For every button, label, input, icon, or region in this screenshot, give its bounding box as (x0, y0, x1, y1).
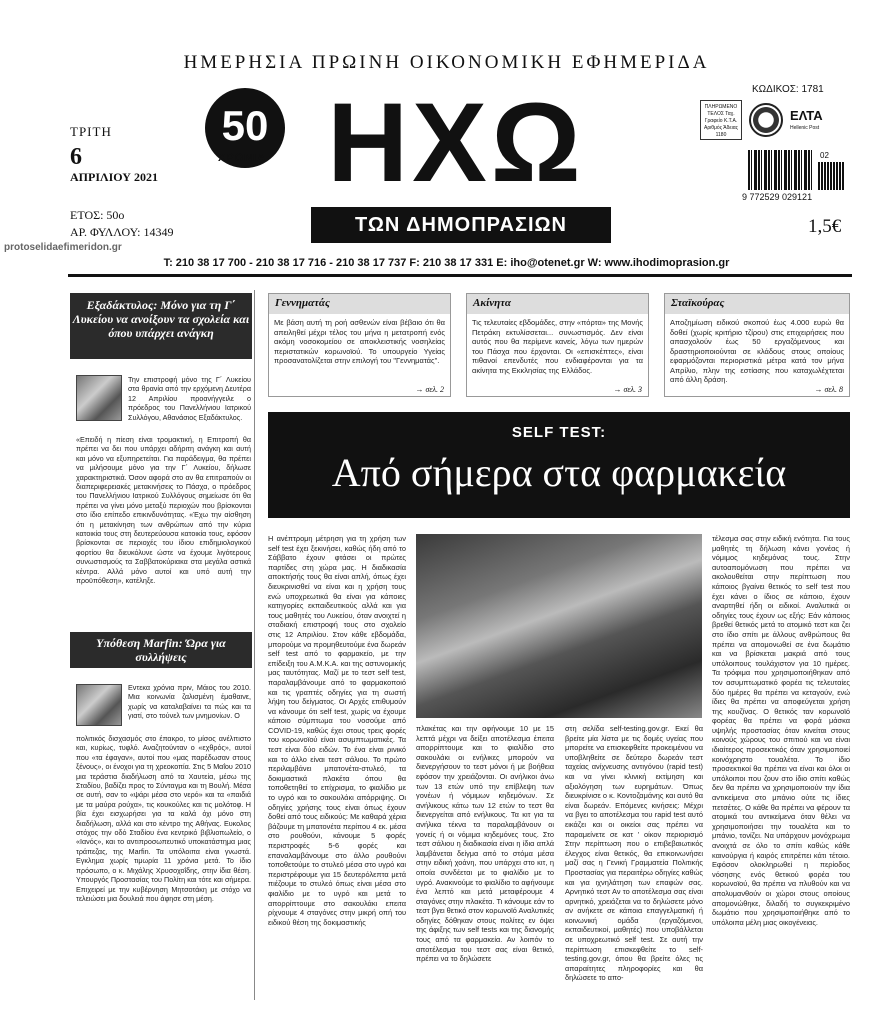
self-test-photo (416, 534, 702, 718)
teaser-box-akinita (466, 293, 649, 397)
page-reference: → σελ. 2 (415, 385, 444, 394)
classroom-photo (76, 375, 122, 421)
anniversary-number: 50 (221, 102, 269, 149)
issue-date-month: ΑΠΡΙΛΙΟΥ 2021 (70, 170, 158, 184)
main-article-column-4: τέλεσμα σας στην ειδική ενότητα. Για τους μαθητές τη δήλωση κάνει γονέας ή νόμιμος κηδεμόνας τους. Στην αυτοαπομόνωση που πρέπει να ακολουθείται στην περίπτωση που κάποιος βγαίνει θετικός το self test που έχει κάνει ο ίδιος σε κάποιο, έχουν αναρτηθεί ήδη οι ειδικοί. Αναλυτικά οι οδηγίες τους έχουν ως εξής: Εάν κάποιος βρεθεί θετικός μετά το ατομικό τεστ και ζει στο ίδιο σπίτι με άλλους ανθρώπους θα πρέπει να απομονωθεί σε ένα δωμάτιο και να βρίσκεται μακριά από τους υπόλοιπους τουλάχιστον για 10 ημέρες. Τα τρόφιμα που χρησιμοποιήθηκαν από τον ασυμπτωματικό φορέα τις τελευταίες δύο ημέρες θα πρέπει να κεταγούν, ενώ ίδιες θα πρέπει να αποφεύγεται χρήση της κουζίνας. Ο θετικός ταν κορωνοϊό φορέας θα πρέπει να φορά μάσκα υψηλής προστασίας όταν κινείται στους κοινούς χώρους του σπιτιού και να είναι ιδιαίτερος προσεκτικός όταν χρησιμοποιεί κοινόχρηστο τουαλέτα. Το ίδιο προσεκτικοί θα πρέπει να είναι και όλοι οι υπόλοιποι που ζουν στο ίδιο σπίτι καθώς δεν θα πρέπει να χρησιμοποιούν την ίδια αντικείμενα στο μπάνιο ούτε τις ίδιες πετσέτες. Ο κάθε θα πρέπει να φέρουν τα ατομικά του αντικείμενα όταν θέλει να χρησιμοποιήσει την τουαλέτα και το μπάνιο, τονίζει. Να υπάρχουν μονόχρωμα ανοιχτά σε όλο το σπίτι καθώς κάθε καινούργια ή καιρός επιτρέπει κάτι τέτοιο. Εφόσον ολοκληρωθεί η περίοδος νόσησης ενός θετικού φορέα του κορωνοϊού, θα πρέπει να πλυθούν και να απολυμανθούν οι χώροι στους οποίους απομονώθηκε, διλαδή το συγκεκριμένο δωμάτιο που χρησιμοποιήθηκε από το υπόλοιπα μέλη μιας οικογένειας. (712, 534, 850, 927)
teaser-text: Τις τελευταίες εβδομάδες, στην «πόρτα» της Μονής Πετράκη εκτυλίσσεται... συνωστισμός. Δεν είναι αυτός που θα περίμενε κανείς, λόγω των ημερών του Πάσχα που έρχονται. Οι «επισκέπτες», είναι πιθανοί επενδυτές που ενδιαφέρονται για τα ακίνητα της Εκκλησίας της Ελλάδος. (472, 318, 643, 375)
postal-logo: ΕΛΤΑ (790, 108, 823, 123)
left-story1-headline: Εξαδάκτυλος: Μόνο για τη Γ΄ Λυκείου να ανοίξουν τα σχολεία και όπου υπάρχει ανάγκη (70, 293, 252, 359)
main-article-column-2: πλακέτας και την αφήνουμε 10 με 15 λεπτά μέχρι να δείξει αποτέλεσμα έπειτα απορρίπτουμε και το φιαλίδιο στο σακουλάκι οι ενήλικες μπορούν να διενεργήσουν το τεστ μόνοι ή με βοήθεια εφόσον την χρειάζονται. Οι ανήλικοι άνω των 13 ετών υπό την επίβλεψη των γονέων ή νόμιμων κηδεμόνων. Σε ανήλικους κάτω των 12 ετών το τεστ θα διενεργείται από ενήλικους. Τα κιτ για τα ανήλικα τέκνα τα παραλαμβάνουν οι γονείς ή οι νόμιμα κηδεμόνες τους. Στο τεστ σάλιου η διαδικασία είναι η ίδια απλά λαμβάνεται δείγμα από το στόμα μέσα στην ειδική χοάνη, που υπάρχει στο κιτ, η οποία συνδέεται με το φιαλίδιο με το υγρό. Ανακινούμε το φιαλίδιο το αφήνουμε ένα λεπτό και μετά μεταφέρουμε 4 σταγόνες στην πλακέτα. Τι κάνουμε εάν το τεστ βγει θετικό στον κορωνοϊό Αναλυτικές οδηγίες δόθηκαν στους πολίτες εν όψει της άφιξης των self tests και της διανομής τους από τα φαρμακεία. Αν λοιπόν το αποτέλεσμα του τεστ σας είναι θετικό, πρέπει να το δηλώσετε (416, 724, 554, 964)
main-headline-banner (268, 412, 850, 518)
anniversary-label: ΧΡΟΝΙΑ (218, 152, 267, 164)
seal-icon (749, 103, 783, 137)
marfin-photo (76, 684, 122, 726)
left-story2-headline: Υπόθεση Marfin: Ώρα για συλλήψεις (70, 632, 252, 668)
postal-logo-subtitle: Hellenic Post (790, 125, 820, 131)
main-article-column-1: Η ανέπτρομη μέτρηση για τη χρήση των self test έχει ξεκινήσει, καθώς ήδη από το Σάββατο έχουν φτάσει οι πρώτες παρτίδες στη χώρα μας. Η διαδικασία αποκτήσής τους θα είναι απλή, όπως έχει διευκρινισθεί να είναι και η χρήση τους ενώ υποχρεωτικά θα είναι για κάποιες κατηγορίες εκπαιδευτικούς αλλά και για τους μαθητές του Λυκείου, όταν ανοιχτεί η σταδιακή επιστροφή τους στο σχολείο στις 12 Απριλίου. Στον κάθε εβδομάδα, μπορούμε να προμηθευτούμε ένα δωρεάν self test από το φαρμακείο, με την επίδειξη του Α.Μ.Κ.Α. και της αστυνομικής μας ταυτότητας. Μαζί με το τεστ self test, παραλαμβάνουμε από το φαρμακοποιό και τις γραπτές οδηγίες για τη σωστή λήψη του δείγματος. Οι Αρχές επιθυμούν να κάνουμε ότι self test, χωρίς να έχουμε κάποιο σύμπτωμα του νοσούμε από COVID-19, καθώς έχει στους τρεις φορές του κορωνοϊού είναι ασυμπτωματικές. Τα τεστ είναι δύο ειδών. Το ένα είναι ρινικό και το άλλο είναι τεστ σάλιου. Το πρώτο περιλαμβάνει μπατονέτα-στυλεό, τα δοκιμαστικά πλακέτα όπου θα τοποθετηθεί το επίχρισμα, το φιαλίδιο με το υγρό και το σακουλάκι απόρριψης. Οι οδηγίες χρήσης τους είναι όπως έχουν δοθεί από τους ειδικούς: Με καθαρά χέρια βάζουμε τη μπατονέτα περίπου 4 εκ. μέσα στο ρουθούνι, κάνουμε 5 φορές περιστροφές 5-6 φορές και επαναλαμβάνουμε στο άλλο ρουθούνι τοποθετούμε το στυλεό μέσα στο υγρό και περιστρέφουμε για 15 δευτερόλεπτα μετά πιέζουμε το στυλεό όπως είναι μέσα στο φιαλίδιο με το υγρό και μετά το απορρίπτουμε στο σακουλάκι επειτα ρίχνουμε 4 σταγόνες στην μικρή οπή του ειδικού θέση της δοκιμαστικής (268, 534, 406, 927)
newspaper-tagline: ΗΜΕΡΗΣΙΑ ΠΡΩΙΝΗ ΟΙΚΟΝΟΜΙΚΗ ΕΦΗΜΕΡΙΔΑ (183, 52, 710, 73)
barcode-number: 9 772529 029121 (742, 192, 813, 202)
left-story1-body: «Επειδή η πίεση είναι τρομακτική, η Επιτροπή θα πρέπει να δει που υπάρχει αδήριτη ανάγκη και αυτή και μόνο να εξυπηρετείται. Για παράδειγμα, θα πρέπει να μιλήσουμε μόνο για την Γ΄ Λυκείου, δήλωσε χαρακτηριστικά. Όσον αφορά στο αν θα επιτραπούν οι διαπεριφερειακές μετακινήσεις το Πάσχα, ο πρόεδρος του Πανελλήνιου Ιατρικού Συλλόγους σημείωσε ότι θα πρέπει να γίνει μόνο μεταξύ περιοχών που βρίσκονται στο ίδιο επίπεδο επικινδυνότητας. «Έχω την αίσθηση ότι η μετακίνηση των ανθρώπων από την κύρια κατοικία τους στη δευτερεύουσα κατοικία τους, εφόσον βρίσκονται σε περιοχές του ίδιου επιδημιολογικού φορτίου θα διευκόλυνε ώστε να έχουμε λιγότερους συνωστισμούς τα Σαββατοκύριακα στα μεγάλα αστικά κέντρα. Αλλά μόνο αυτοί και υπό αυτή την προϋπόθεση», κατέληξε. (76, 435, 251, 586)
issue-number: ΑΡ. ΦΥΛΛΟΥ: 14349 (70, 225, 174, 239)
issue-date-number: 6 (70, 144, 82, 170)
teaser-text: Αποζημίωση ειδικού σκοπού έως 4.000 ευρώ θα δοθεί (χωρίς κριτήριο τζίρου) στις επιχειρήσεις που απασχολούν έως 50 εργαζόμενους και δραστηριοποιούνται σε κλάδους στους οποίους εφαρμόζονται περιοριστικά μέτρα κατά τον μήνα Απρίλιο, πλην της εστίασης που καταχωλέχτεται από άλλη δράση. (670, 318, 844, 384)
newspaper-logo-subtitle: ΤΩΝ ΔΗΜΟΠΡΑΣΙΩΝ (311, 207, 611, 243)
column-divider (254, 290, 255, 1000)
main-article-column-3: στη σελίδα self-testing.gov.gr. Εκεί θα βρείτε μία λίστα με τις δομές υγείας που μπορείτε να επισκεφθείτε προκειμένου να υποβληθείτε σε δεύτερο δωρεάν τεστ ταχείας ανίχνευσης αντιγόνου (rapid test) και να γίνει κλινική εκτίμηση και αξιολόγηση των ευρημάτων. Όπως διευκρίνισε ο κ. Κοντοζαμάνης και αυτό θα είναι δωρεάν. Επόμενες κινήσεις: Μέχρι να βγει το αποτέλεσμα του rapid test αυτό εικάζει και οι οικείοι σας πρέπει να παραμείνετε σε κατ ' οίκον περιορισμό Στην περίπτωση που ο επιβεβαιωτικός έλεγχος είναι θετικός, θα επικοινωνήσει μαζί σας η Γενική Γραμματεία Πολιτικής Προστασίας για περαιτέρω οδηγίες καθώς και για ιχνηλάτηση των επαφών σας. Αρνητικό τεστ Αν το αποτέλεσμα σας είναι αρνητικό, χρειάζεται να το δηλώσετε μόνο αν ανήκετε σε κάποια επαγγελματική ή κοινωνική ομάδα (εργαζόμενοι, εκπαιδευτικοί, μαθητές) που υποβάλλεται σε υποχρεωτικό self test. Σε αυτή την περίπτωση επισκεφθείτε το self-testing.gov.gr, όπου θα βρείτε όλες τις απαραίτητες πληροφορίες και θα δηλώσετε το απο- (565, 724, 703, 983)
left-story2-body: πολιτικός δισχασμός στο έπακρο, το μίσος ανέλπιστο και, κυρίως, τυφλό. Αναζητούνταν ο «εχθρός», αυτοί που «τα έφαγαν», αυτοί που «μας παρέδωσαν στους ξένους», οι ένοχοι για τη χρεοκοπία. Στις 5 Μαΐου 2010 μια τεράστια διαδήλωση από τα Χαυτεία, μέσω της Σταδίου, βαδίζει προς το Σύνταγμα και τη Βουλή. Μέσα σε αυτή, σαν το «ψάρι μέσα στο νερό» και τα «παιδιά με τα μαύρα ρούχα», τις κουκούλες και τις μολότοφ. Η βία έχει εισχωρήσει για τα καλά όχι μόνο στη διαδήλωση, αλλά και στο κέντρο της Αθήνας. Ευκολος στόχος την οδό Σταδίου ένα κεντρικό βιβλιοπωλείο, ο «Ιανός», και το αντιπροσωπευτικό υποκατάστημα μιας τράπεζας, της Marfin. Τα υπόλοιπα είναι γνωστά. Εγκλημα χωρίς τιμωρία 11 χρόνια μετά. Το ίδιο πρόσωπο, ο κ. Μιχάλης Χρυσοχοΐδης, στην ίδια θέση. Υπουργός Προστασίας του Πολίτη και τότε και σήμερα. Επιχειρεί με την κυβέρνηση Μητσοτάκη με στόχο να τελειώσει μια δουλειά που άφησε στη μέση. (76, 734, 251, 903)
contact-line: T: 210 38 17 700 - 210 38 17 716 - 210 38 17 737 F: 210 38 17 331 E: iho@otenet.gr W: www.ihodimoprasion.gr (163, 257, 730, 269)
left-story2-intro: Εντεκα χρόνια πριν, Μάιος του 2010. Μια κοινωνία ζαλισμένη έμαθαινε, χωρίς να καταλαβαίνει τα πώς και τα γιατί, στο τούνελ των μνημονίων. Ο (128, 683, 251, 721)
page-reference: → σελ. 3 (613, 385, 642, 394)
masthead-divider (68, 274, 852, 277)
teaser-title: Σταϊκούρας (665, 294, 849, 314)
source-watermark: protoselidaefimeridon.gr (4, 242, 122, 253)
postage-stamp: ΠΛΗΡΩΜΕΝΟ ΤΕΛΟΣ Ταχ. Γραφείο Κ.Τ.Α. Αριθμός Άδειας 1180 (700, 100, 742, 140)
main-headline: Από σήμερα στα φαρμακεία (331, 450, 787, 495)
headline-kicker: SELF TEST: (511, 424, 607, 441)
left-story1-intro: Την επιστροφή μόνο της Γ΄ Λυκείου στα θρανία από την ερχόμενη Δευτέρα 12 Απριλίου προανήγγειλε ο πρόεδρος του Πανελλήνιου Ιατρικού Συλλόγου, Αθανάσιος Εξαδάκτυλος. (128, 375, 251, 422)
issue-day: ΤΡΙΤΗ (70, 124, 112, 139)
issue-year: ΕΤΟΣ: 50ο (70, 208, 125, 222)
teaser-title: Γεννηματάς (269, 294, 450, 314)
publication-code: ΚΩΔΙΚΟΣ: 1781 (752, 84, 824, 95)
teaser-box-staikouras (664, 293, 850, 397)
teaser-box-gennimatas (268, 293, 451, 397)
teaser-title: Ακίνητα (467, 294, 648, 314)
barcode-issue-number: 02 (820, 151, 829, 160)
barcode-addon-icon (818, 162, 844, 190)
newspaper-logo: ΗΧΩ (327, 80, 585, 205)
price: 1,5€ (808, 216, 842, 237)
barcode-icon (748, 150, 814, 190)
teaser-text: Με βάση αυτή τη ροή ασθενών είναι βέβαιο ότι θα απειληθεί μέχρι τέλος του μήνα η μετατροπή ενός ακόμη νοσοκομείου σε αποκλειστικής νοσηλείας περιστατικών κορωνοϊού. Το υπουργείο Υγείας προσανατολίζεται στην επιλογή του "Γεννηματάς". (274, 318, 445, 365)
page-reference: → σελ. 8 (814, 385, 843, 394)
